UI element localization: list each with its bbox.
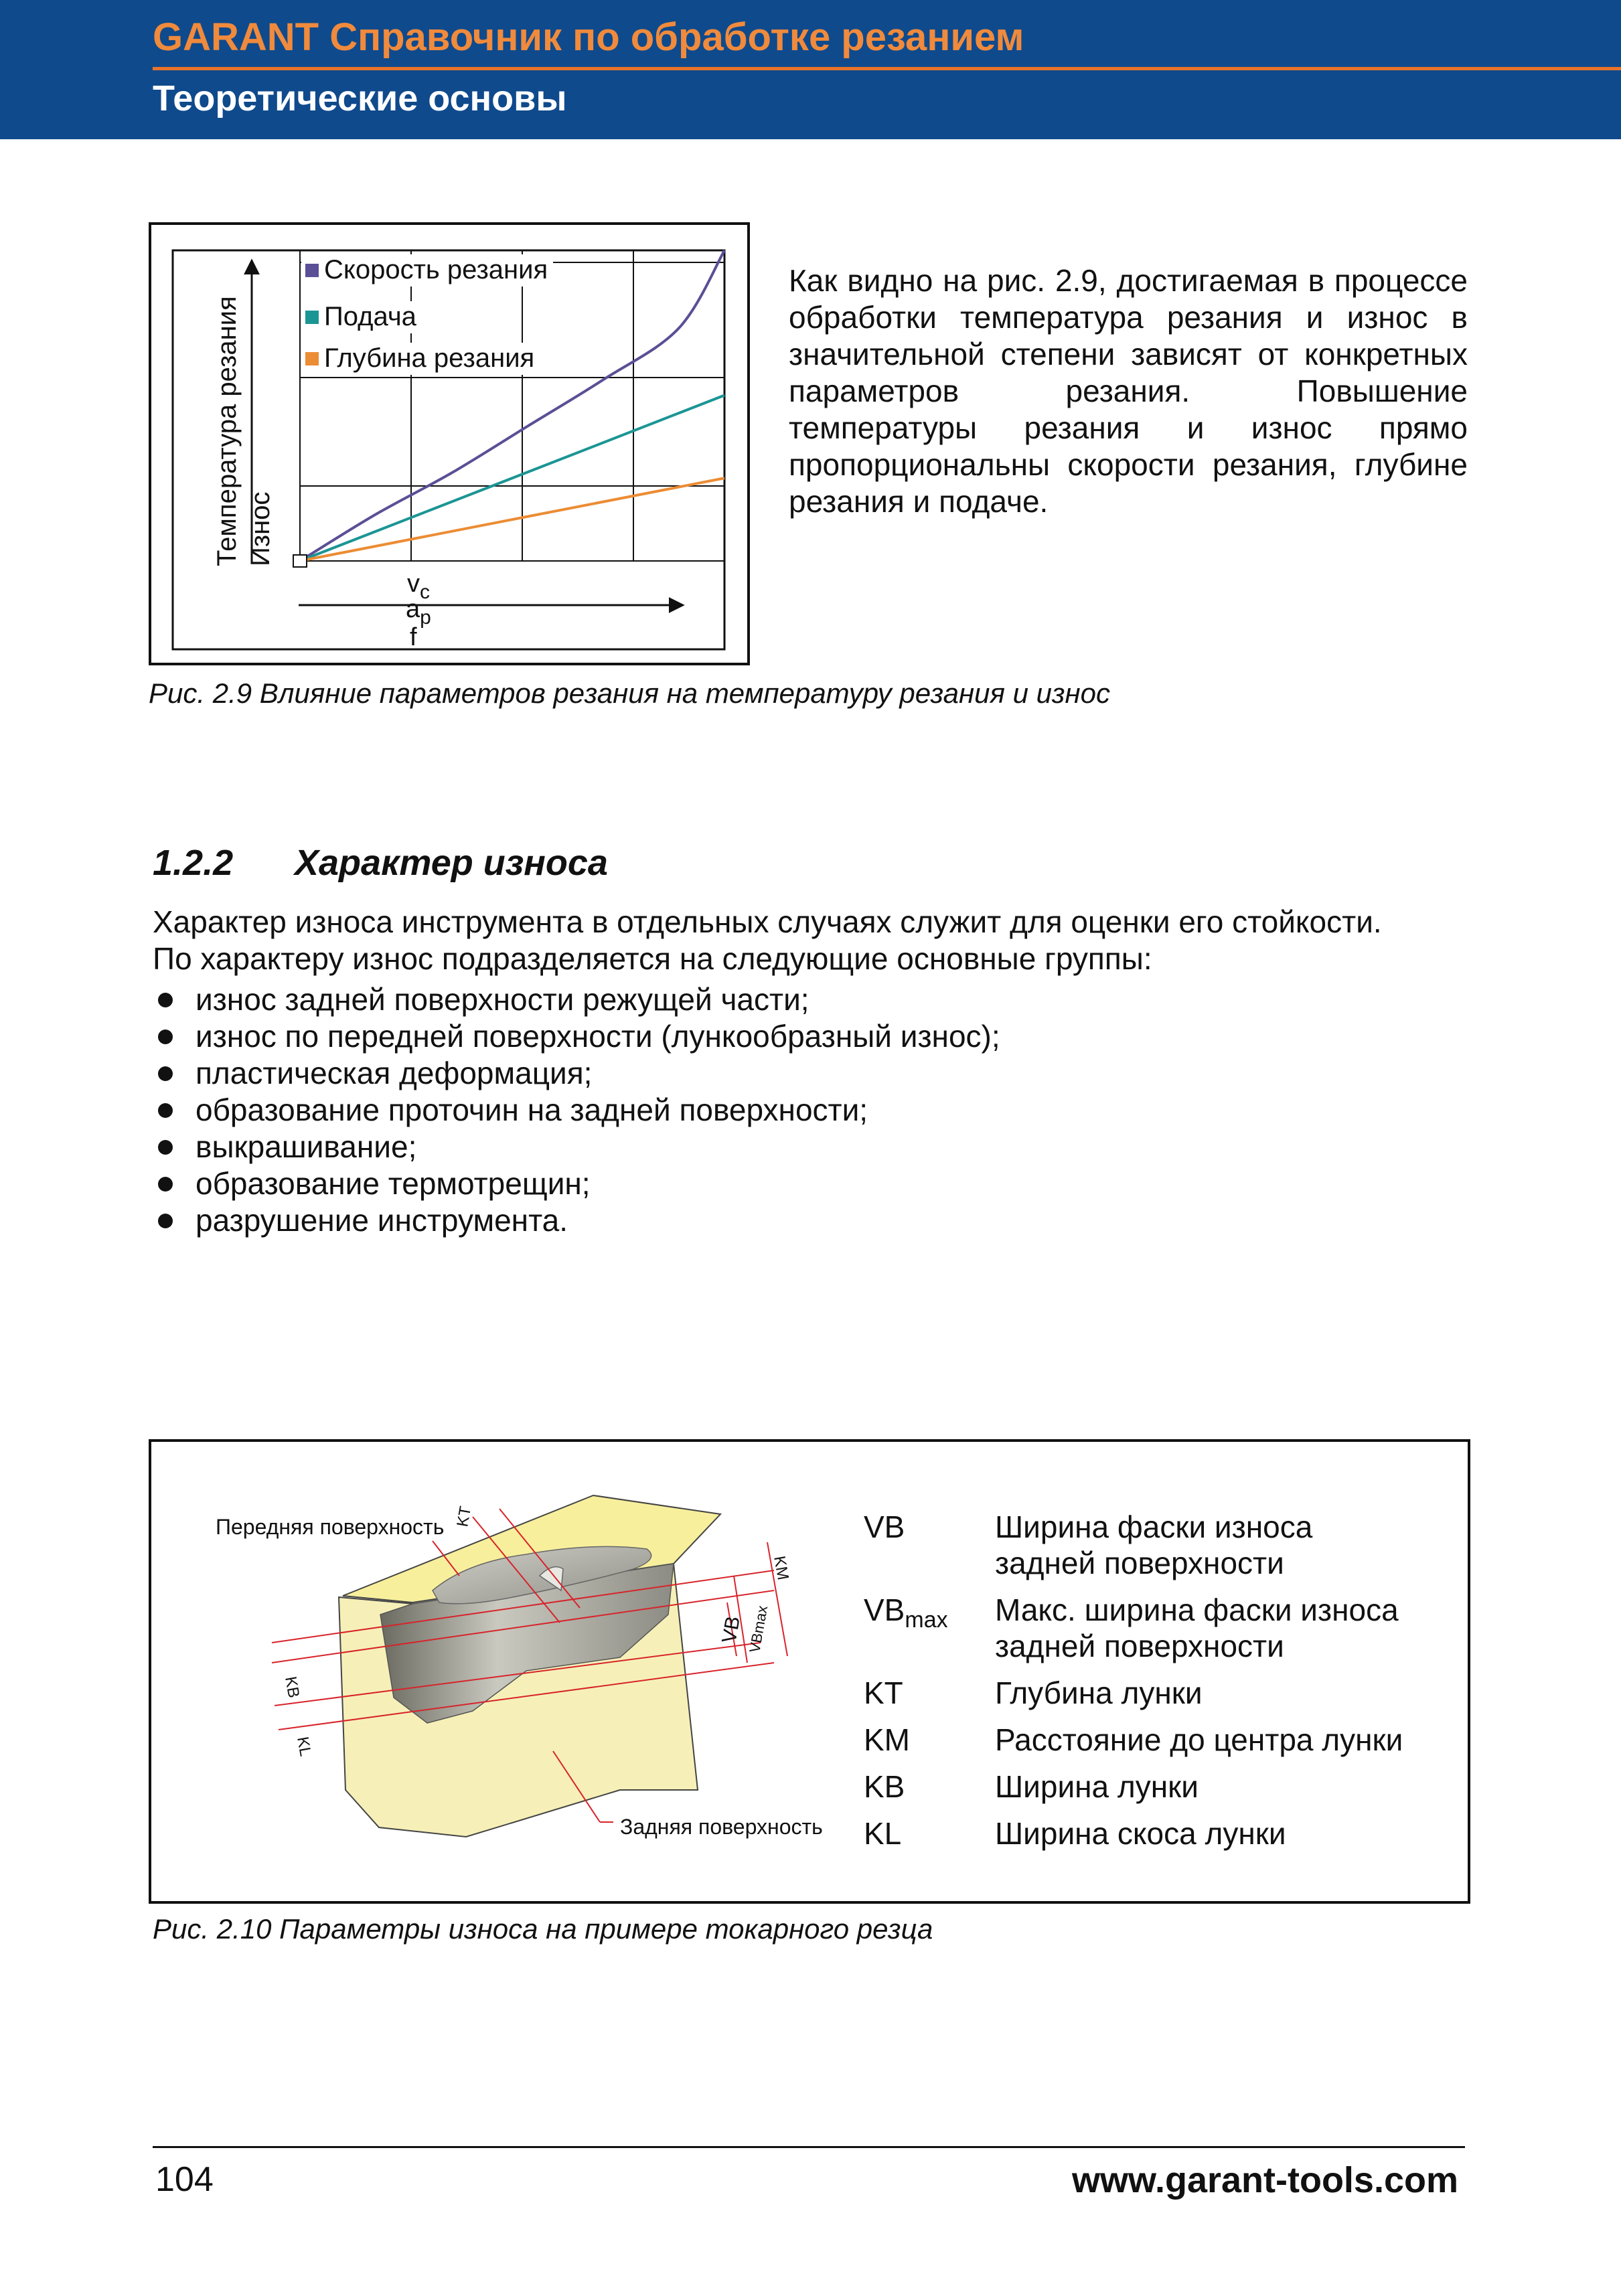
kt-label: KT (453, 1505, 475, 1529)
legend-row-kb (864, 1769, 1403, 1805)
legend-text: Ширина фаски износа (995, 1509, 1313, 1544)
legend-code: KL (864, 1816, 902, 1851)
legend-text: Ширина лунки (995, 1769, 1199, 1804)
legend-code: KT (864, 1675, 903, 1710)
intro-paragraph: Как видно на рис. 2.9, достигаемая в процессе обработки температура резания и износ в значительной степени зависят от конкретных параметров резания. Повышение температуры резания и износ прямо пропорциональны скорости резания, глубине резания и подаче. (789, 263, 1468, 519)
header-subtitle: Теоретические основы (153, 78, 567, 118)
legend-row-vbmax (864, 1592, 1403, 1664)
legend-text: задней поверхности (995, 1629, 1284, 1663)
figure-2-10 (149, 1439, 1470, 1904)
figure-2-10-caption: Рис. 2.10 Параметры износа на примере токарного резца (153, 1913, 933, 1945)
chart-frame (173, 250, 724, 649)
list-item: образование проточин на задней поверхности; (153, 1092, 1000, 1129)
header-title: GARANT Справочник по обработке резанием (153, 15, 1024, 59)
paragraph-line-1: Характер износа инструмента в отдельных случаях служит для оценки его стойкости. (153, 904, 1382, 939)
paragraph-line-2: По характеру износ подразделяется на следующие основные группы: (153, 941, 1152, 976)
rake-face-label: Передняя поверхность (216, 1515, 445, 1539)
wear-chart (151, 225, 747, 663)
vb-label: VB (718, 1615, 745, 1645)
legend-swatch (305, 264, 319, 277)
wear-types-list (153, 981, 1000, 1239)
x-label-ap: $a_p$ (406, 595, 431, 629)
wear-parameters-legend (864, 1509, 1403, 1862)
km-label: KM (770, 1554, 792, 1582)
legend-swatch (305, 311, 319, 324)
list-item: износ задней поверхности режущей части; (153, 981, 1000, 1018)
legend-code: VB (864, 1509, 905, 1544)
page-number: 104 (155, 2160, 214, 2199)
legend-code: KM (864, 1722, 910, 1757)
list-item: выкрашивание; (153, 1129, 1000, 1165)
legend-text: задней поверхности (995, 1546, 1284, 1580)
flank-face-label: Задняя поверхность (620, 1815, 823, 1839)
list-item: разрушение инструмента. (153, 1202, 1000, 1239)
legend-row-vb (864, 1509, 1403, 1581)
origin-marker (293, 555, 307, 567)
y-axis-label-1: Температура резания (212, 296, 242, 566)
section-heading (153, 842, 608, 884)
header-divider (153, 67, 1621, 70)
figure-2-9-caption: Рис. 2.9 Влияние параметров резания на температуру резания и износ (149, 677, 1110, 709)
list-item: износ по передней поверхности (лункообразный износ); (153, 1018, 1000, 1055)
y-axis-label-2: Износ (246, 491, 275, 566)
x-label-vc: $v_c$ (407, 570, 430, 603)
legend-row-kl (864, 1815, 1403, 1852)
legend-code: $VB_{max}$ (864, 1592, 948, 1633)
section-paragraph (153, 904, 1492, 977)
vbmax-label: VBmax (746, 1604, 771, 1654)
section-number: 1.2.2 (153, 843, 234, 883)
page-header (0, 0, 1621, 139)
legend-label: Скорость резания (324, 255, 548, 284)
website-link[interactable]: www.garant-tools.com (1071, 2160, 1458, 2200)
legend-text: Ширина скоса лунки (995, 1816, 1286, 1851)
legend-text: Глубина лунки (995, 1675, 1203, 1710)
section-title: Характер износа (295, 843, 608, 883)
footer-divider (153, 2146, 1465, 2148)
kb-label: KB (281, 1675, 303, 1700)
kl-label: KL (293, 1735, 315, 1758)
legend-text: Макс. ширина фаски износа (995, 1592, 1399, 1627)
x-label-f: f (410, 623, 417, 651)
legend-row-km (864, 1722, 1403, 1758)
legend-swatch (305, 352, 319, 365)
legend-text: Расстояние до центра лунки (995, 1722, 1403, 1757)
legend-label: Подача (324, 302, 416, 331)
figure-2-9 (149, 222, 750, 665)
list-item: образование термотрещин; (153, 1165, 1000, 1202)
list-item: пластическая деформация; (153, 1055, 1000, 1092)
legend-code: KB (864, 1769, 905, 1804)
legend-row-kt (864, 1675, 1403, 1711)
legend-label: Глубина резания (324, 343, 535, 373)
